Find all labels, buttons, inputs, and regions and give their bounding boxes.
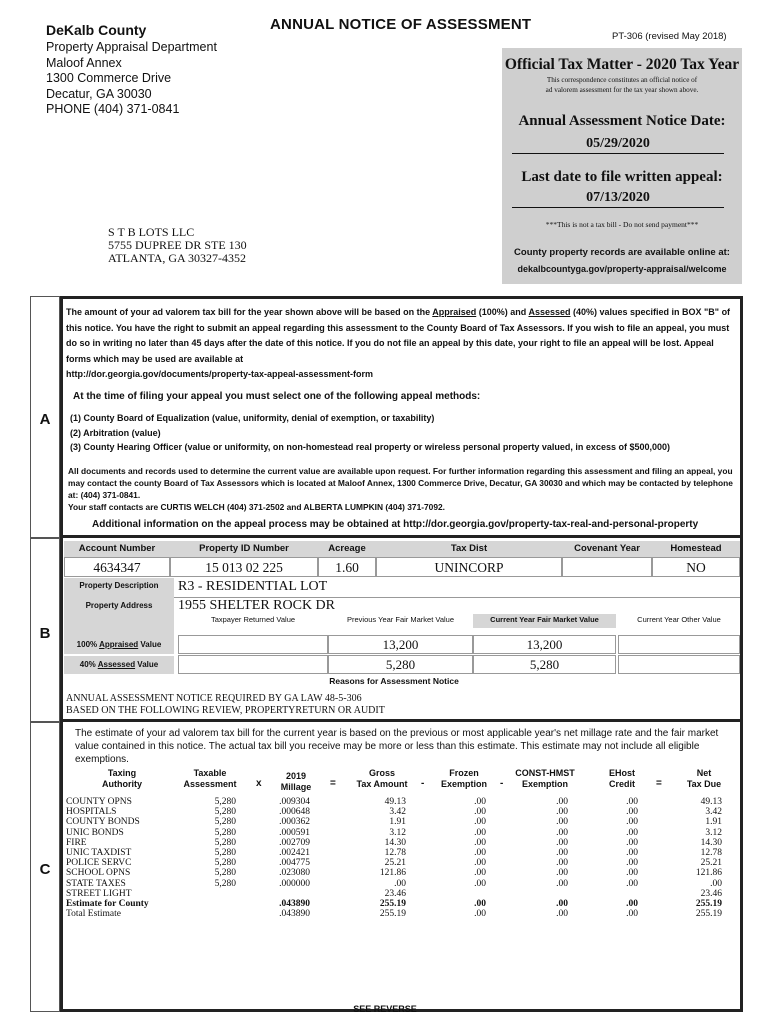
appraised-returned-value xyxy=(178,635,328,654)
current-value-header: Current Year Fair Market Value xyxy=(473,614,616,628)
tax-row-frozen: .00 xyxy=(474,909,486,920)
reasons-list xyxy=(66,693,385,717)
tax-row-assessment: 5,280 xyxy=(214,868,236,879)
previous-value-header: Previous Year Fair Market Value xyxy=(347,615,454,624)
homestead-value: NO xyxy=(652,557,740,577)
label-part: Value xyxy=(138,640,162,649)
millage-column xyxy=(262,797,310,919)
tax-row-const: .00 xyxy=(556,858,568,869)
form-id: PT-306 (revised May 2018) xyxy=(612,31,727,42)
tax-row-ehost xyxy=(598,889,638,899)
tax-row-net: 12.78 xyxy=(700,847,722,858)
text-run: (40%) values specified in BOX "B" of this notice. You have the right to submit an appeal regarding this assessment to the County Board of Tax Assessors. If you wish to file an appeal, you must do so in writing no later than 45 days after the date of this notice. If you do not file an appeal by this date, your right to file an appeal will be lost. Appeal forms which may be used are available at xyxy=(66,307,731,364)
tax-row-millage: .009304 xyxy=(279,797,310,807)
tax-row-millage: .004775 xyxy=(279,858,310,869)
tax-row-const: .00 xyxy=(556,898,568,909)
records-url[interactable]: dekalbcountyga.gov/property-appraisal/welcome xyxy=(517,264,727,274)
appraised-value-label xyxy=(64,636,174,654)
appeal-method: (1) County Board of Equalization (value, uniformity, denial of exemption, or taxability) xyxy=(70,413,435,423)
header-line: Exemption xyxy=(521,779,568,789)
tax-row-millage: .000591 xyxy=(279,827,310,838)
tax-row-const: .00 xyxy=(556,817,568,828)
account-number-header: Account Number xyxy=(64,541,170,557)
tax-row-ehost: .00 xyxy=(626,858,638,869)
tax-row-frozen: .00 xyxy=(474,807,486,818)
authority-header xyxy=(90,768,154,790)
tax-row-ehost: .00 xyxy=(626,797,638,807)
tax-row-authority: HOSPITALS xyxy=(66,807,117,818)
tax-row-assessment: 5,280 xyxy=(214,827,236,838)
minus-operator: - xyxy=(500,778,504,789)
official-notice-box xyxy=(502,48,742,284)
tax-row-assessment xyxy=(180,899,236,909)
subtitle-line: ad valorem assessment for the tax year shown above. xyxy=(545,86,699,94)
reason-line: ANNUAL ASSESSMENT NOTICE REQUIRED BY GA LAW 48-5-306 xyxy=(66,693,362,704)
tax-row-gross: 14.30 xyxy=(384,837,406,848)
section-c-label-box xyxy=(30,722,60,1012)
tax-row-frozen: .00 xyxy=(474,847,486,858)
assessed-word: Assessed xyxy=(528,307,571,317)
tax-row-authority: POLICE SERVC xyxy=(66,858,132,869)
dept-line: Decatur, GA 30030 xyxy=(46,86,152,101)
label-part: 100% xyxy=(76,640,100,649)
header-line: 2019 xyxy=(285,771,307,781)
tax-row-const: .00 xyxy=(556,878,568,889)
section-c-label: C xyxy=(39,861,51,878)
tax-row-millage: .000648 xyxy=(279,807,310,818)
acreage-value: 1.60 xyxy=(318,557,376,577)
tax-row-millage: .000362 xyxy=(279,817,310,828)
reasons-heading: Reasons for Assessment Notice xyxy=(329,676,459,686)
see-reverse: SEE REVERSE xyxy=(353,1004,417,1014)
dept-line: Property Appraisal Department xyxy=(46,40,217,54)
tax-row-ehost: .00 xyxy=(626,807,638,818)
tax-row-ehost: .00 xyxy=(626,868,638,879)
tax-year-title: Official Tax Matter - 2020 Tax Year xyxy=(504,56,740,73)
frozen-column xyxy=(438,797,486,919)
tax-row-assessment: 5,280 xyxy=(214,817,236,828)
tax-row-ehost: .00 xyxy=(626,898,638,909)
tax-row-net: 121.86 xyxy=(695,868,722,879)
section-a-label: A xyxy=(39,411,51,428)
header-line: Taxing xyxy=(107,768,137,778)
estimate-intro: The estimate of your ad valorem tax bill for the current year is based on the previous or most applicable year's net millage rate and the fair market value contained in this notice. The actual tax bill you receive may be more or less than this estimate. This estimate may not include all eligible exemptions. xyxy=(75,728,719,765)
appeal-rights-paragraph xyxy=(66,305,731,383)
tax-row-frozen: .00 xyxy=(474,878,486,889)
tax-row-assessment: 5,280 xyxy=(214,878,236,889)
documents-paragraph xyxy=(68,465,733,513)
ehost-column xyxy=(598,797,638,919)
tax-row-gross: 23.46 xyxy=(384,888,406,899)
tax-row-ehost: .00 xyxy=(626,847,638,858)
tax-row-net: 3.12 xyxy=(705,827,722,838)
dept-line: Maloof Annex xyxy=(46,55,122,70)
equals-operator: = xyxy=(656,778,662,789)
tax-row-millage: .043890 xyxy=(279,909,310,920)
section-b-label: B xyxy=(39,625,51,642)
label-part: Appraised xyxy=(99,640,139,649)
tax-row-gross: 12.78 xyxy=(384,847,406,858)
frozen-header xyxy=(436,768,492,790)
gross-header xyxy=(352,768,412,790)
tax-row-assessment: 5,280 xyxy=(214,797,236,807)
owner-line: S T B LOTS LLC xyxy=(108,225,195,239)
header-line: Millage xyxy=(280,782,312,792)
tax-row-ehost: .00 xyxy=(626,909,638,920)
tax-row-net: 255.19 xyxy=(695,909,722,920)
tax-row-net: 49.13 xyxy=(700,797,722,807)
tax-row-frozen: .00 xyxy=(474,797,486,807)
appeal-deadline-value: 07/13/2020 xyxy=(512,190,724,208)
header-line: Gross xyxy=(368,768,395,778)
tax-row-millage: .002709 xyxy=(279,837,310,848)
tax-dist-header: Tax Dist xyxy=(376,541,562,557)
appraised-word: Appraised xyxy=(432,307,477,317)
account-number-value: 4634347 xyxy=(64,557,170,577)
minus-operator: - xyxy=(421,778,425,789)
tax-row-net: .00 xyxy=(710,878,722,889)
header-line: CONST-HMST xyxy=(515,768,575,778)
appeal-methods-list xyxy=(70,411,735,455)
tax-row-authority: COUNTY BONDS xyxy=(66,817,140,828)
tax-row-millage: .002421 xyxy=(279,847,310,858)
header-line: Assessment xyxy=(183,779,237,789)
property-description-value: R3 - RESIDENTIAL LOT xyxy=(178,579,328,594)
tax-row-frozen: .00 xyxy=(474,837,486,848)
tax-row-frozen: .00 xyxy=(474,868,486,879)
appeal-method: (2) Arbitration (value) xyxy=(70,427,161,438)
section-b-label-box xyxy=(30,538,60,722)
notice-date-label: Annual Assessment Notice Date: xyxy=(518,113,726,129)
tax-row-authority: Estimate for County xyxy=(66,898,149,909)
header-line: Frozen xyxy=(449,768,479,778)
tax-row-millage: .043890 xyxy=(279,898,310,909)
tax-row-net: 1.91 xyxy=(705,817,722,828)
header-line: Credit xyxy=(608,779,635,789)
header-line: Tax Amount xyxy=(356,779,408,789)
notice-date-value: 05/29/2020 xyxy=(512,136,724,154)
tax-row-authority: STATE TAXES xyxy=(66,878,126,889)
appraised-other-value xyxy=(618,635,740,654)
tax-row-assessment: 5,280 xyxy=(214,858,236,869)
appeal-methods-heading: At the time of filing your appeal you must select one of the following appeal methods: xyxy=(73,391,481,402)
tax-row-net: 3.42 xyxy=(705,807,722,818)
tax-row-authority: STREET LIGHT xyxy=(66,888,132,899)
tax-row-assessment xyxy=(180,889,236,899)
owner-line: 5755 DUPREE DR STE 130 xyxy=(108,238,247,252)
tax-row-authority: COUNTY OPNS xyxy=(66,797,132,807)
staff-contacts: Your staff contacts are CURTIS WELCH (404) 371-2502 and ALBERTA LUMPKIN (404) 371-7092. xyxy=(68,502,445,512)
authority-column xyxy=(66,797,176,919)
assessed-other-value xyxy=(618,655,740,674)
tax-row-const: .00 xyxy=(556,807,568,818)
section-a-label-box xyxy=(30,296,60,538)
tax-row-const: .00 xyxy=(556,847,568,858)
tax-row-assessment: 5,280 xyxy=(214,847,236,858)
tax-row-frozen: .00 xyxy=(474,827,486,838)
official-notice-subtitle xyxy=(502,75,742,95)
tax-row-ehost: .00 xyxy=(626,878,638,889)
millage-header xyxy=(272,771,320,793)
tax-row-authority: UNIC TAXDIST xyxy=(66,847,132,858)
multiply-operator: x xyxy=(256,778,262,789)
tax-row-millage: .023080 xyxy=(279,868,310,879)
county-name: DeKalb County xyxy=(46,22,147,38)
header-line: Net xyxy=(696,768,712,778)
property-address-label: Property Address xyxy=(64,598,174,646)
tax-row-ehost: .00 xyxy=(626,837,638,848)
net-header xyxy=(680,768,728,790)
assessed-current-value: 5,280 xyxy=(473,655,616,674)
tax-row-const: .00 xyxy=(556,837,568,848)
covenant-year-header: Covenant Year xyxy=(562,541,652,557)
department-address xyxy=(46,40,217,118)
tax-row-ehost: .00 xyxy=(626,827,638,838)
appeal-deadline-label: Last date to file written appeal: xyxy=(521,169,723,185)
tax-row-const: .00 xyxy=(556,868,568,879)
tax-row-frozen: .00 xyxy=(474,898,486,909)
tax-row-gross: 25.21 xyxy=(384,858,406,869)
tax-row-net: 23.46 xyxy=(700,888,722,899)
tax-row-millage xyxy=(262,889,310,899)
tax-row-gross: 3.12 xyxy=(389,827,406,838)
tax-row-net: 255.19 xyxy=(695,898,722,909)
tax-row-gross: 49.13 xyxy=(384,797,406,807)
tax-row-const: .00 xyxy=(556,827,568,838)
property-address-value: 1955 SHELTER ROCK DR xyxy=(178,598,336,613)
tax-row-assessment: 5,280 xyxy=(214,837,236,848)
homestead-header: Homestead xyxy=(652,541,740,557)
header-line: Tax Due xyxy=(686,779,722,789)
header-line: EHost xyxy=(608,768,635,778)
notice-title: ANNUAL NOTICE OF ASSESSMENT xyxy=(270,16,532,33)
not-a-bill-note: ***This is not a tax bill - Do not send payment*** xyxy=(545,220,699,229)
appeal-form-url[interactable]: http://dor.georgia.gov/documents/property-tax-appeal-assessment-form xyxy=(66,369,374,379)
text-run: (100%) and xyxy=(476,307,529,317)
tax-dist-value: UNINCORP xyxy=(376,557,562,577)
tax-row-gross: 255.19 xyxy=(379,898,406,909)
property-description-label: Property Description xyxy=(64,578,174,598)
ehost-header xyxy=(602,768,642,790)
tax-row-authority: Total Estimate xyxy=(66,909,122,920)
gross-column xyxy=(356,797,406,919)
owner-line: ATLANTA, GA 30327-4352 xyxy=(108,251,247,265)
tax-row-gross: 121.86 xyxy=(379,868,406,879)
label-part: Assessed xyxy=(97,660,136,669)
documents-text: All documents and records used to determine the current value are available upon request. For further information regarding this assessment and filing an appeal, you may contact the county Board of Tax Assessors which is located at Maloof Annex, 1300 Commerce Drive, Decatur, GA 30030 and which may be contacted by telephone at: (404) 371-0841. xyxy=(68,466,733,500)
tax-row-gross: 255.19 xyxy=(379,909,406,920)
tax-row-net: 25.21 xyxy=(700,858,722,869)
header-line: Authority xyxy=(102,779,142,789)
appeal-method: (3) County Hearing Officer (value or uniformity, on non-homestead real property or wireless personal property valued, in excess of $500,000) xyxy=(70,442,670,452)
covenant-year-value xyxy=(562,557,652,577)
acreage-header: Acreage xyxy=(318,541,376,557)
tax-row-gross: .00 xyxy=(394,878,406,889)
property-id-value: 15 013 02 225 xyxy=(170,557,318,577)
const-column xyxy=(520,797,568,919)
assessed-value-label xyxy=(64,656,174,674)
tax-row-authority: SCHOOL OPNS xyxy=(66,868,131,879)
tax-row-authority: UNIC BONDS xyxy=(66,827,124,838)
assessed-previous-value: 5,280 xyxy=(328,655,473,674)
const-hmst-header xyxy=(512,768,578,790)
appraised-current-value: 13,200 xyxy=(473,635,616,654)
returned-value-header: Taxpayer Returned Value xyxy=(210,615,296,624)
other-value-header: Current Year Other Value xyxy=(637,615,721,624)
label-part: Value xyxy=(135,660,159,669)
tax-row-gross: 3.42 xyxy=(389,807,406,818)
tax-row-const xyxy=(520,889,568,899)
tax-row-authority: FIRE xyxy=(66,837,87,848)
tax-row-frozen xyxy=(438,889,486,899)
appraised-previous-value: 13,200 xyxy=(328,635,473,654)
subtitle-line: This correspondence constitutes an official notice of xyxy=(546,76,698,84)
text-run: The amount of your ad valorem tax bill for the year shown above will be based on the xyxy=(66,307,433,317)
tax-row-millage: .000000 xyxy=(279,878,310,889)
equals-operator: = xyxy=(330,778,336,789)
assessment-header xyxy=(180,768,240,790)
header-line: Exemption xyxy=(440,779,487,789)
tax-row-frozen: .00 xyxy=(474,858,486,869)
tax-row-net: 14.30 xyxy=(700,837,722,848)
tax-row-const: .00 xyxy=(556,909,568,920)
tax-row-ehost: .00 xyxy=(626,817,638,828)
tax-row-assessment xyxy=(180,909,236,919)
dept-line: PHONE (404) 371-0841 xyxy=(46,102,180,116)
dept-line: 1300 Commerce Drive xyxy=(46,71,172,85)
tax-row-frozen: .00 xyxy=(474,817,486,828)
owner-address xyxy=(108,226,247,265)
net-column xyxy=(674,797,722,919)
label-part: 40% xyxy=(79,660,98,669)
reason-line: BASED ON THE FOLLOWING REVIEW, PROPERTYRETURN OR AUDIT xyxy=(66,705,385,716)
tax-row-assessment: 5,280 xyxy=(214,807,236,818)
tax-row-gross: 1.91 xyxy=(389,817,406,828)
header-line: Taxable xyxy=(193,768,227,778)
additional-info-line: Additional information on the appeal process may be obtained at http://dor.georgia.gov/property-tax-real-and-personal-property xyxy=(92,519,699,530)
tax-row-const: .00 xyxy=(556,797,568,807)
assessed-returned-value xyxy=(178,655,328,674)
records-online-note: County property records are available online at: xyxy=(514,247,730,258)
assessment-column xyxy=(180,797,236,919)
property-id-header: Property ID Number xyxy=(170,541,318,557)
